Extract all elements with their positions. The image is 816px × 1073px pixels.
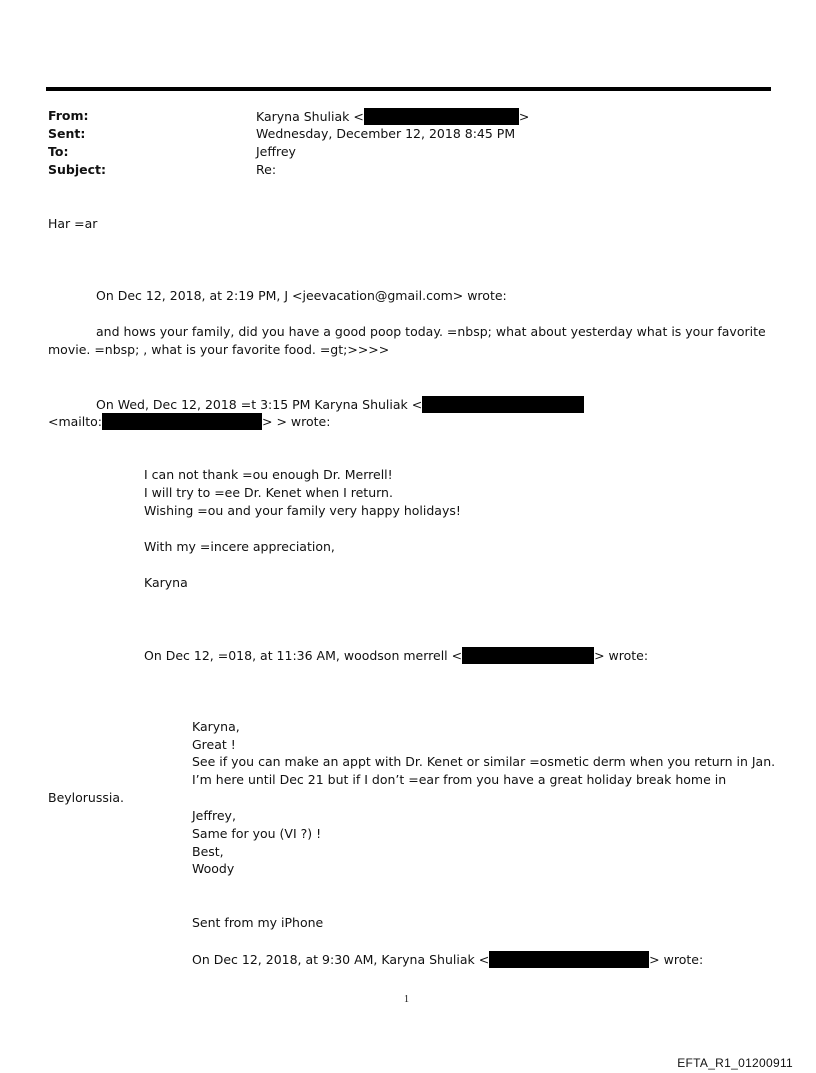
quote3-attribution-text: On Dec 12, =018, at 11:36 AM, woodson merrell <: [144, 648, 463, 663]
redaction-block: [462, 647, 594, 664]
quote2-attribution: [96, 396, 584, 413]
sent-label: Sent:: [48, 126, 86, 141]
sent-value: Wednesday, December 12, 2018 8:45 PM: [256, 126, 516, 141]
quote3-line5: Beylorussia.: [48, 790, 124, 805]
from-close: >: [518, 109, 530, 124]
to-label: To:: [48, 144, 69, 159]
quote3-line8: Best,: [192, 844, 224, 859]
redaction-block: [489, 951, 649, 968]
to-value: Jeffrey: [256, 144, 296, 159]
quote3-line3: See if you can make an appt with Dr. Kenet or similar =osmetic derm when you return in Jan.: [192, 754, 776, 769]
quote4-wrote: > wrote:: [649, 952, 704, 967]
quote1-line2: movie. =nbsp; , what is your favorite food. =gt;>>>>: [48, 342, 390, 357]
mailto-text: <mailto:: [48, 414, 103, 429]
quote2-attribution-text: On Wed, Dec 12, 2018 =t 3:15 PM Karyna Shuliak <: [96, 397, 423, 412]
redaction-block: [422, 396, 584, 413]
reply-text: Har =ar: [48, 216, 98, 231]
quote3-attribution: [144, 647, 648, 664]
quote1-line1: and hows your family, did you have a good poop today. =nbsp; what about yesterday what is your favorite: [96, 324, 766, 339]
quote1-attribution: On Dec 12, 2018, at 2:19 PM, J <jeevacation@gmail.com> wrote:: [96, 288, 507, 303]
quote2-mailto: [48, 413, 330, 430]
quote3-line2: Great !: [192, 737, 236, 752]
quote3-line9: Woody: [192, 861, 235, 876]
quote2-signature: Karyna: [144, 575, 188, 590]
quote3-line6: Jeffrey,: [192, 808, 236, 823]
quote2-line4: With my =incere appreciation,: [144, 539, 335, 554]
quote2-line1: I can not thank =ou enough Dr. Merrell!: [144, 467, 393, 482]
document-id: EFTA_R1_01200911: [677, 1056, 793, 1070]
header-rule: [46, 87, 771, 91]
redaction-block: [102, 413, 262, 430]
quote3-line7: Same for you (VI ?) !: [192, 826, 322, 841]
from-value: [256, 108, 529, 125]
quote2-wrote: > > wrote:: [262, 414, 331, 429]
from-label: From:: [48, 108, 89, 123]
subject-value: Re:: [256, 162, 277, 177]
redaction-block: [364, 108, 519, 125]
page-number: 1: [404, 994, 409, 1005]
subject-label: Subject:: [48, 162, 106, 177]
quote3-sent-from: Sent from my iPhone: [192, 915, 324, 930]
from-name: Karyna Shuliak <: [256, 109, 364, 124]
quote3-wrote: > wrote:: [594, 648, 649, 663]
quote3-line4: I’m here until Dec 21 but if I don’t =ear from you have a great holiday break home in: [192, 772, 727, 787]
quote4-attribution: [192, 951, 703, 968]
quote4-attribution-text: On Dec 12, 2018, at 9:30 AM, Karyna Shuliak <: [192, 952, 490, 967]
quote3-line1: Karyna,: [192, 719, 240, 734]
quote2-line2: I will try to =ee Dr. Kenet when I return.: [144, 485, 393, 500]
quote2-line3: Wishing =ou and your family very happy holidays!: [144, 503, 461, 518]
